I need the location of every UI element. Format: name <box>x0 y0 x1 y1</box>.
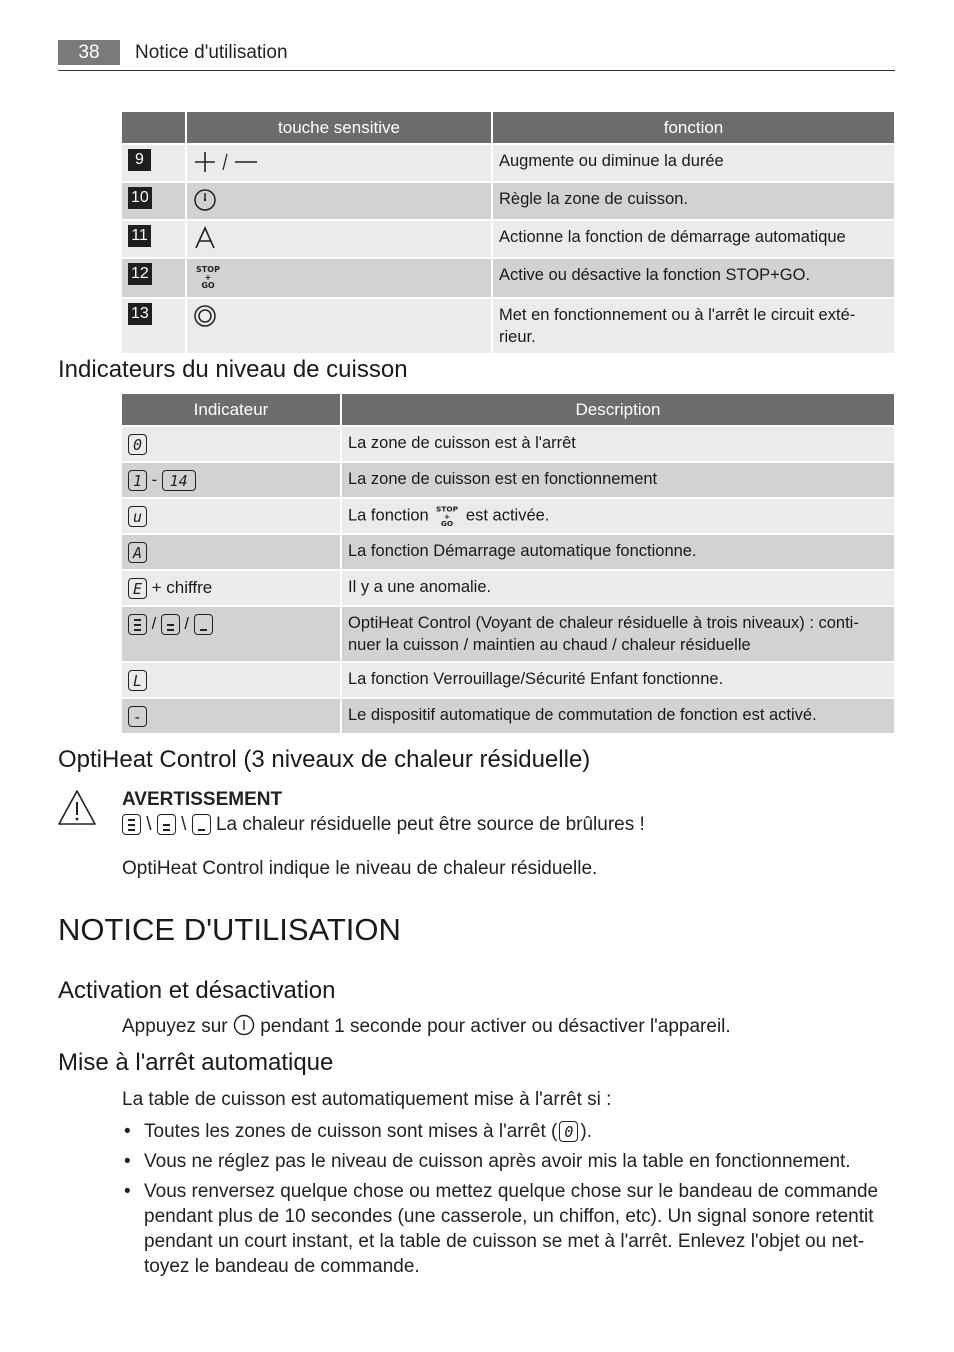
description-text: OptiHeat Control (Voyant de chaleur résiduelle à trois niveaux) : conti-nuer la cuisson / maintien au chaud / chaleur résiduelle <box>348 614 859 654</box>
indicator-a-icon: A <box>128 542 147 563</box>
bullet-text: ). <box>580 1121 592 1142</box>
description-text: La fonction Verrouillage/Sécurité Enfant fonctionne. <box>348 670 724 688</box>
activation-text-pre: Appuyez sur <box>122 1016 228 1037</box>
fonction-text: Règle la zone de cuisson. <box>499 190 688 208</box>
bullet-text: Toutes les zones de cuisson sont mises à l'arrêt ( <box>144 1121 558 1142</box>
svg-text:GO: GO <box>441 519 454 528</box>
running-title: Notice d'utilisation <box>135 42 288 63</box>
row-number: 10 <box>128 187 152 209</box>
table-header-cell: Indicateur <box>122 394 340 425</box>
indicator-l-icon: L <box>128 670 147 691</box>
row-number: 13 <box>128 303 152 325</box>
bullet-dot: • <box>124 1151 131 1172</box>
table-header-row <box>122 394 894 425</box>
list-item <box>122 1179 882 1279</box>
indicator-e-icon: E <box>128 578 147 599</box>
table-row <box>122 463 894 497</box>
auto-off-intro: La table de cuisson est automatiquement mise à l'arrêt si : <box>122 1089 612 1110</box>
residual-heat-low-icon <box>194 614 213 635</box>
auto-start-icon <box>193 221 485 257</box>
table-header-cell: touche sensitive <box>187 112 491 143</box>
bullet-dot: • <box>124 1121 131 1142</box>
optiheat-info: OptiHeat Control indique le niveau de chaleur résiduelle. <box>122 858 598 879</box>
table-row <box>122 607 894 661</box>
bullet-text: Vous renversez quelque chose ou mettez quelque chose sur le bandeau de commande pendant plus de 10 secondes (une casserole, un chiffon, etc). Un signal sonore retentit pendant un court instant, et la table de cuisson se met à l'arrêt. Enlevez l'objet ou net-toyez le bandeau de commande. <box>144 1181 879 1277</box>
list-item <box>122 1149 882 1174</box>
table-header-cell: Description <box>342 394 894 425</box>
bullet-text: Vous ne réglez pas le niveau de cuisson après avoir mis la table en fonctionnement. <box>144 1151 851 1172</box>
outer-circuit-icon <box>193 299 485 335</box>
row-number: 12 <box>128 263 152 285</box>
table-header-row <box>122 112 894 143</box>
svg-text:+: + <box>444 511 451 521</box>
section-title-auto-off: Mise à l'arrêt automatique <box>58 1049 334 1076</box>
stop-go-icon <box>193 259 485 297</box>
table-row <box>122 299 894 353</box>
fonction-text: Met en fonctionnement ou à l'arrêt le circuit exté-rieur. <box>499 306 856 346</box>
description-text: Il y a une anomalie. <box>348 578 492 596</box>
residual-heat-high-icon <box>128 614 147 635</box>
table-row <box>122 571 894 605</box>
page-number: 38 <box>58 40 120 65</box>
svg-text:STOP: STOP <box>436 504 459 514</box>
table-row <box>122 183 894 219</box>
residual-heat-medium-icon <box>161 614 180 635</box>
description-post: est activée. <box>465 506 550 525</box>
table-header-cell: fonction <box>493 112 894 143</box>
power-icon <box>233 1014 255 1036</box>
backslash-separator: \ <box>146 814 152 835</box>
row-number: 9 <box>128 149 151 171</box>
slash-separator: / <box>184 615 189 633</box>
residual-heat-high-icon <box>122 814 141 835</box>
svg-text:GO: GO <box>201 281 215 290</box>
table-row <box>122 499 894 533</box>
table-row <box>122 145 894 181</box>
section-title-activation: Activation et désactivation <box>58 977 336 1004</box>
warning-text: La chaleur résiduelle peut être source de brûlures ! <box>215 814 645 835</box>
section-title-indicateurs: Indicateurs du niveau de cuisson <box>58 356 408 383</box>
table-row <box>122 699 894 733</box>
backslash-separator: \ <box>181 814 187 835</box>
table-row <box>122 259 894 297</box>
row-number: 11 <box>128 225 151 247</box>
activation-text <box>122 1014 731 1038</box>
indicators-table <box>120 392 896 735</box>
description-text: La zone de cuisson est à l'arrêt <box>348 434 576 452</box>
slash-separator: / <box>151 615 157 633</box>
warning-triangle-icon <box>57 789 97 827</box>
indicator-u-icon: u <box>128 506 147 527</box>
auto-off-list <box>122 1119 882 1284</box>
table-row <box>122 221 894 257</box>
description-text: La zone de cuisson est en fonctionnement <box>348 470 658 488</box>
residual-heat-medium-icon <box>157 814 176 835</box>
description-text <box>348 499 888 528</box>
description-pre: La fonction <box>348 506 429 525</box>
page-title: NOTICE D'UTILISATION <box>58 912 401 947</box>
bullet-dot: • <box>124 1181 131 1202</box>
warning-title: AVERTISSEMENT <box>122 789 283 810</box>
fonction-text: Augmente ou diminue la durée <box>499 152 724 170</box>
description-text: La fonction Démarrage automatique fonctionne. <box>348 542 697 560</box>
list-item <box>122 1119 882 1144</box>
indicator-suffix: + chiffre <box>151 578 213 597</box>
residual-heat-levels-icon <box>128 607 334 636</box>
header-rule <box>58 70 895 71</box>
residual-heat-low-icon <box>192 814 211 835</box>
touch-keys-table <box>120 110 896 355</box>
indicator-zero-icon: 0 <box>559 1121 578 1142</box>
fonction-text: Actionne la fonction de démarrage automatique <box>499 228 846 246</box>
svg-text:+: + <box>204 273 212 282</box>
stop-go-icon <box>433 504 461 528</box>
table-header-cell <box>122 112 185 143</box>
timer-icon <box>193 183 485 219</box>
warning-line <box>122 814 645 836</box>
indicator-range-icon: 1 - 14 <box>128 463 334 492</box>
activation-text-post: pendant 1 seconde pour activer ou désactiver l'appareil. <box>260 1016 731 1037</box>
table-row <box>122 427 894 461</box>
indicator-zero-icon: 0 <box>128 434 147 455</box>
fonction-text: Active ou désactive la fonction STOP+GO. <box>499 266 811 284</box>
svg-text:STOP: STOP <box>196 265 220 274</box>
table-row <box>122 663 894 697</box>
indicator-dash-icon: - <box>128 706 147 727</box>
plus-minus-icon <box>193 145 485 181</box>
section-title-optiheat: OptiHeat Control (3 niveaux de chaleur résiduelle) <box>58 746 591 773</box>
range-dash: - <box>151 471 158 489</box>
table-row <box>122 535 894 569</box>
description-text: Le dispositif automatique de commutation de fonction est activé. <box>348 706 817 724</box>
